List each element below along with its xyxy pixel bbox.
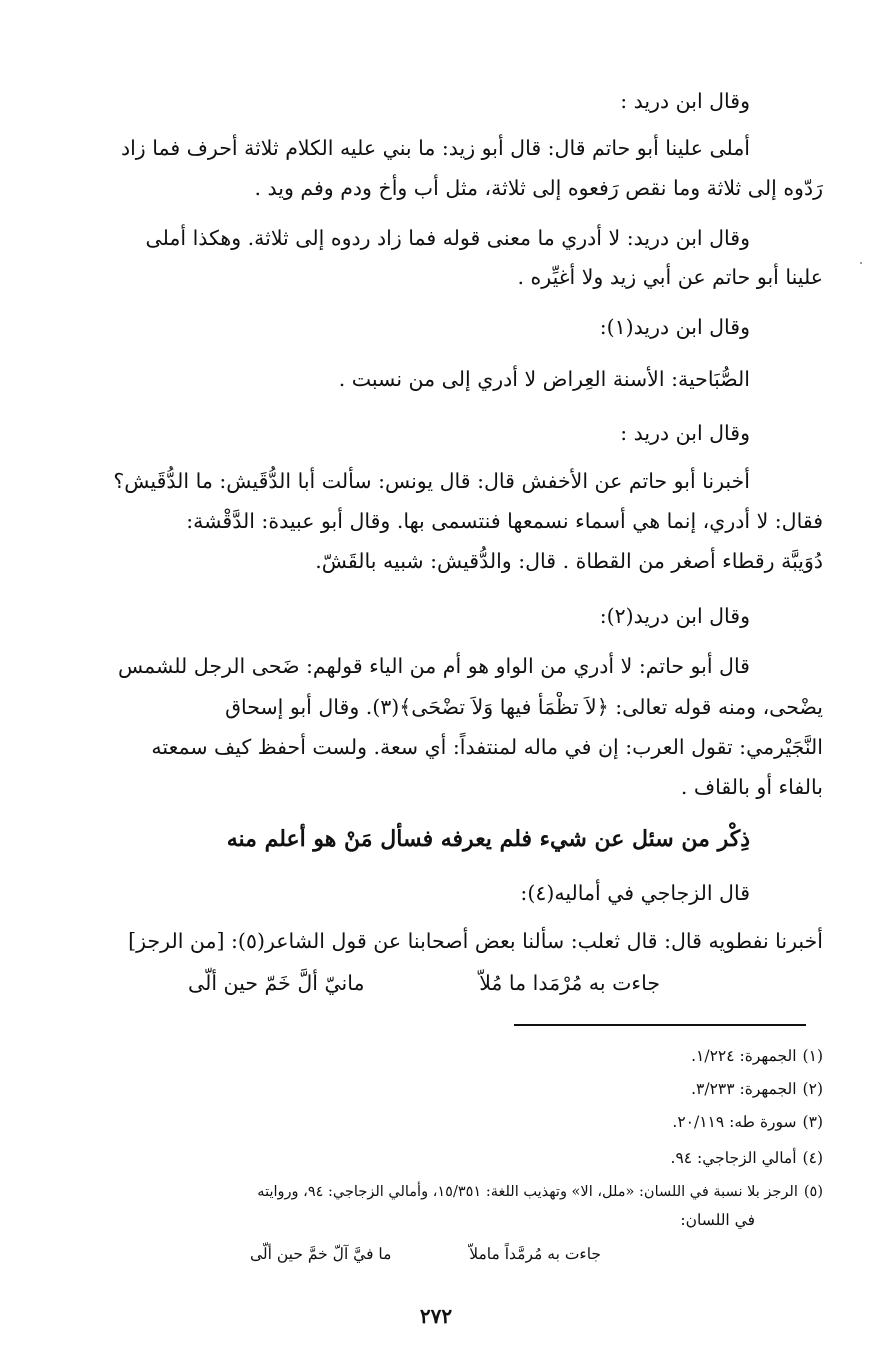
body-line: النَّجَيْرمي: تقول العرب: إن في ماله لمنتفداً: أي سعة. ولست أحفظ كيف سمعته [151, 735, 823, 759]
footnote-continuation: في اللسان: [680, 1211, 755, 1229]
footnote-text: الجمهرة: ١/٢٢٤. [691, 1047, 797, 1065]
footnote-text: الرجز بلا نسبة في اللسان: «ملل، الا» وتهذيب اللغة: ١٥/٣٥١، وأمالي الزجاجي: ٩٤، وروايته [257, 1184, 798, 1200]
scan-speck [860, 262, 862, 264]
body-line: أخبرنا نفطويه قال: قال ثعلب: سألنا بعض أصحابنا عن قول الشاعر(٥): [من الرجز] [128, 929, 823, 953]
footnote-separator [514, 1024, 806, 1026]
body-line: يضْحى، ومنه قوله تعالى: ﴿لاَ تظْمَأُ فيها وَلاَ تضْحَى﴾(٣). وقال أبو إسحاق [225, 695, 823, 719]
footnote-verse-right: جاءت به مُرمَّداً ماملاّ [469, 1245, 601, 1263]
verse-hemistich-left: مانيّ ألَّ خَمّ حين ألّى [188, 971, 365, 995]
footnote-number: (٥) [803, 1184, 823, 1200]
body-line: علينا أبو حاتم عن أبي زيد ولا أغيِّره . [517, 265, 823, 289]
body-line: وقال ابن دريد : [620, 421, 750, 445]
footnote-text: سورة طه: ٢٠/١١٩. [672, 1113, 797, 1131]
body-line: بالفاء أو بالقاف . [680, 775, 823, 799]
footnote [43, 1077, 823, 1101]
footnote [43, 1044, 823, 1068]
footnote [43, 1146, 823, 1170]
body-line: قال أبو حاتم: لا أدري من الواو هو أم من الياء قولهم: ضَحى الرجل للشمس [117, 654, 750, 678]
body-line: رَدّوه إلى ثلاثة وما نقص رَفعوه إلى ثلاثة، مثل أب وأخ ودم وفم ويد . [254, 176, 823, 200]
footnote [43, 1180, 823, 1204]
footnote-text: الجمهرة: ٣/٢٣٣. [691, 1080, 797, 1098]
footnote-number: (١) [802, 1047, 823, 1065]
body-line: أخبرنا أبو حاتم عن الأخفش قال: قال يونس: سألت أبا الدُّقَيش: ما الدُّقَيش؟ [113, 469, 750, 493]
body-line: وقال ابن دريد : [620, 89, 750, 113]
footnote-text: أمالي الزجاجي: ٩٤. [670, 1149, 797, 1167]
footnote-number: (٣) [802, 1113, 823, 1131]
body-line: الصُّبَاحية: الأسنة العِراض لا أدري إلى من نسبت . [338, 367, 750, 391]
body-line: أملى علينا أبو حاتم قال: قال أبو زيد: ما بني عليه الكلام ثلاثة أحرف فما زاد [120, 136, 750, 160]
verse-hemistich-right: جاءت به مُرْمَدا ما مُلاّ [479, 971, 660, 995]
footnote-number: (٤) [802, 1149, 823, 1167]
footnote-number: (٢) [802, 1080, 823, 1098]
body-line: وقال ابن دريد(١): [599, 315, 750, 339]
footnote-verse-left: ما فيَّ آلّ خمَّ حين ألّى [250, 1245, 392, 1263]
body-line: وقال ابن دريد(٢): [599, 604, 750, 628]
body-line: فقال: لا أدري، إنما هي أسماء نسمعها فنتسمى بها. وقال أبو عبيدة: الدَّقْشة: [186, 509, 823, 533]
body-line: وقال ابن دريد: لا أدري ما معنى قوله فما زاد ردوه إلى ثلاثة. وهكذا أملى [145, 226, 750, 250]
body-line: دُوَيبَّة رقطاء أصغر من القطاة . قال: والدُّقيش: شبيه بالقَشّ. [315, 549, 823, 573]
body-line: قال الزجاجي في أماليه(٤): [520, 881, 750, 905]
section-heading: ذِكْر من سئل عن شيء فلم يعرفه فسأل مَنْ هو أعلم منه [226, 826, 750, 852]
page-number: ٢٧٢ [419, 1304, 453, 1328]
footnote [43, 1110, 823, 1134]
